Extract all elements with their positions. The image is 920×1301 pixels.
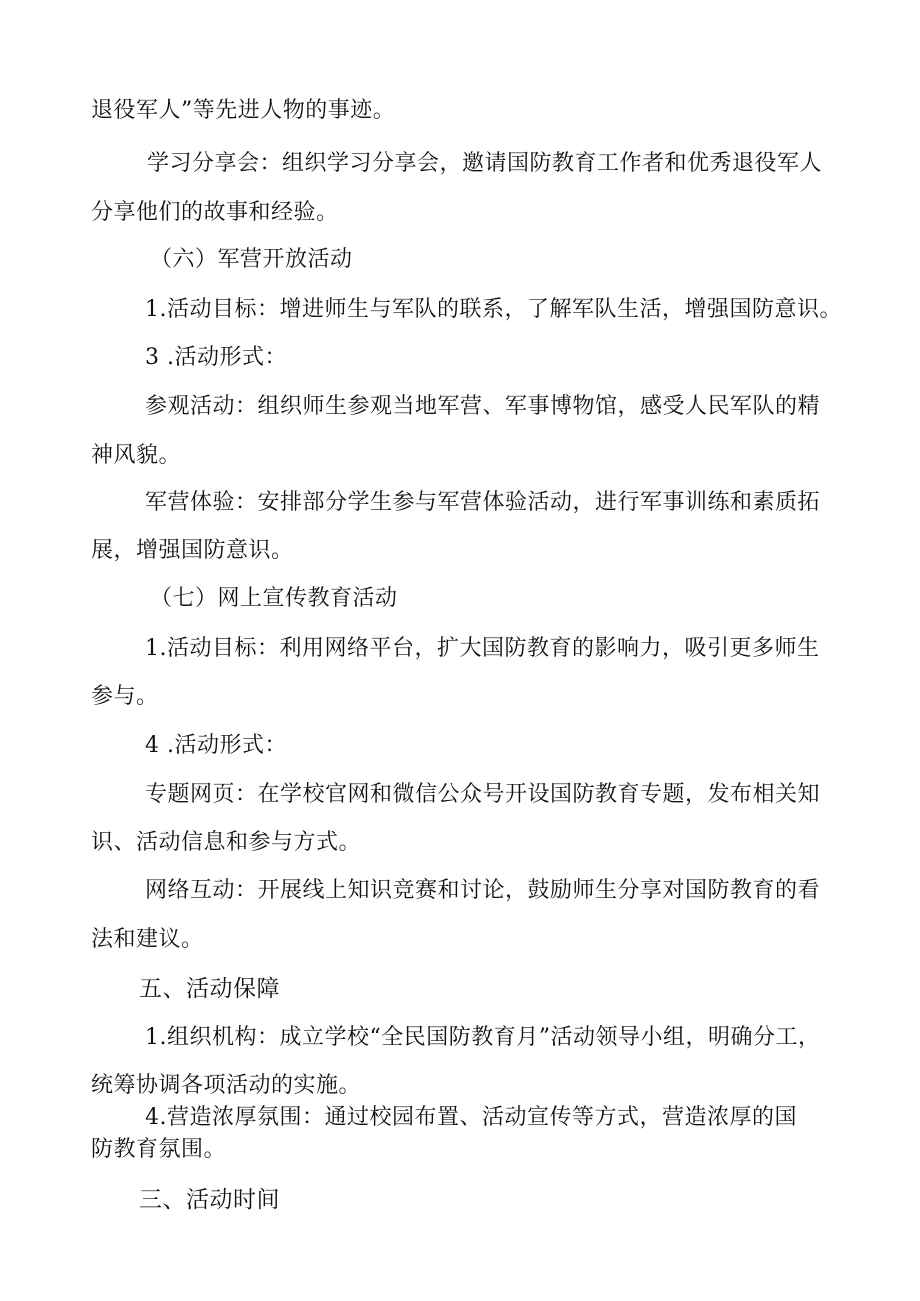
text-line: 防教育氛围。 bbox=[91, 1137, 227, 1162]
text-line: 军营体验：安排部分学生参与军营体验活动，进行军事训练和素质拓 bbox=[145, 490, 821, 515]
text-line: 神风貌。 bbox=[91, 443, 182, 468]
text-line: 3 .活动形式： bbox=[145, 345, 287, 370]
text-line: 专题网页：在学校官网和微信公众号开设国防教育专题，发布相关知 bbox=[145, 782, 821, 807]
text-line: 网络互动：开展线上知识竞赛和讨论，鼓励师生分享对国防教育的看 bbox=[145, 878, 821, 903]
text-line: 4 .活动形式： bbox=[145, 733, 287, 758]
section-subheading: （六）军营开放活动 bbox=[150, 247, 353, 272]
text-line: 展，增强国防意识。 bbox=[91, 538, 294, 563]
section-subheading: （七）网上宣传教育活动 bbox=[150, 586, 398, 611]
text-line: 1.组织机构：成立学校“全民国防教育月”活动领导小组，明确分工， bbox=[145, 1025, 821, 1050]
text-line: 法和建议。 bbox=[91, 927, 204, 952]
section-heading: 五、活动保障 bbox=[139, 976, 280, 1002]
text-line: 1.活动目标：利用网络平台，扩大国防教育的影响力，吸引更多师生 bbox=[145, 636, 820, 661]
text-line: 参与。 bbox=[91, 684, 159, 709]
text-line: 识、活动信息和参与方式。 bbox=[91, 830, 362, 855]
text-line: 退役军人”等先进人物的事迹。 bbox=[91, 98, 396, 123]
text-line: 参观活动：组织师生参观当地军营、军事博物馆，感受人民军队的精 bbox=[145, 394, 821, 419]
text-line: 学习分享会：组织学习分享会，邀请国防教育工作者和优秀退役军人 bbox=[147, 151, 823, 176]
text-line: 统筹协调各项活动的实施。 bbox=[91, 1073, 362, 1098]
text-line: 4.营造浓厚氛围：通过校园布置、活动宣传等方式，营造浓厚的国 bbox=[145, 1105, 797, 1130]
section-heading: 三、活动时间 bbox=[139, 1187, 280, 1213]
text-line: 分享他们的故事和经验。 bbox=[91, 200, 339, 225]
text-line: 1.活动目标：增进师生与军队的联系，了解军队生活，增强国防意识。 bbox=[145, 297, 842, 322]
